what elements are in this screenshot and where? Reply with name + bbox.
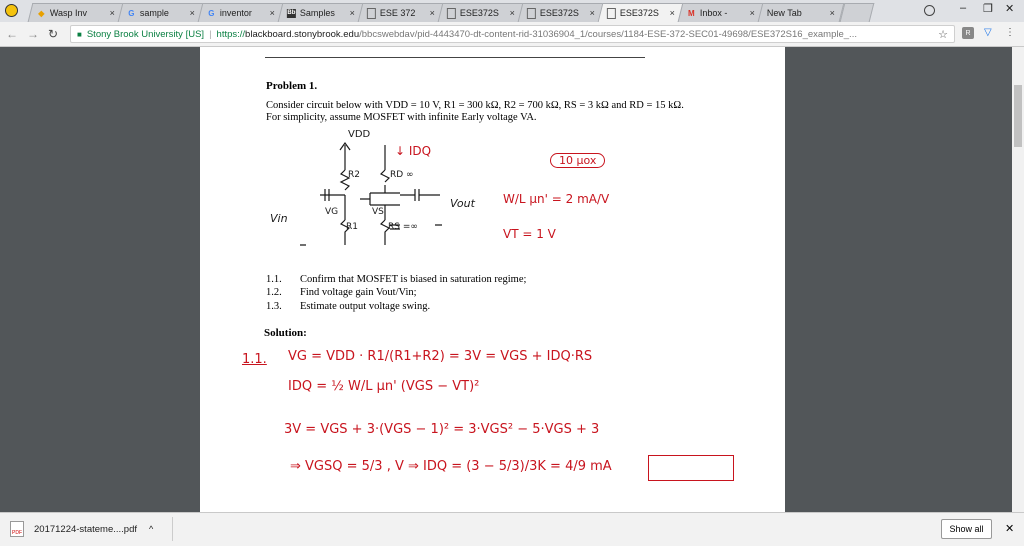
- document-icon: [367, 8, 376, 19]
- url-host: blackboard.stonybrook.edu: [245, 28, 360, 40]
- wasp-icon: ◆: [38, 8, 45, 18]
- downloads-divider: [172, 517, 173, 541]
- tab-google-sample[interactable]: G sample ×: [118, 3, 205, 22]
- close-window-button[interactable]: ✕: [1005, 3, 1015, 15]
- back-icon[interactable]: ←: [6, 27, 18, 41]
- r1-label: R1: [346, 222, 358, 232]
- vout-label: Vout: [450, 197, 475, 210]
- close-tab-icon[interactable]: ×: [269, 8, 275, 18]
- task-1-3-number: 1.3.: [266, 301, 282, 312]
- shield-icon[interactable]: ▽: [984, 27, 992, 38]
- new-tab-button[interactable]: [840, 3, 875, 22]
- forward-icon[interactable]: →: [27, 27, 39, 41]
- url-scheme: https://: [216, 28, 246, 40]
- rs-label: RS =∞: [388, 222, 418, 232]
- equation-idq: IDQ = ½ W/L μn' (VGS − VT)²: [288, 379, 480, 394]
- tab-new-tab[interactable]: New Tab ×: [758, 3, 845, 22]
- equation-result: ⇒ VGSQ = 5/3 , V ⇒ IDQ = (3 − 5/3)/3K = 4/9 mA: [290, 459, 612, 474]
- lock-icon: ■: [77, 29, 82, 39]
- close-downloads-bar-button[interactable]: ✕: [1005, 523, 1015, 535]
- close-tab-icon[interactable]: ×: [669, 8, 675, 18]
- close-tab-icon[interactable]: ×: [189, 8, 195, 18]
- download-filename: 20171224-stateme....pdf: [34, 523, 137, 535]
- bookmark-star-icon[interactable]: ☆: [938, 29, 948, 41]
- vs-label: VS: [372, 207, 384, 217]
- task-1-2-number: 1.2.: [266, 287, 282, 298]
- show-all-downloads-button[interactable]: Show all: [941, 519, 992, 539]
- vdd-label: VDD: [348, 129, 371, 140]
- solution-label: Solution:: [264, 327, 307, 339]
- blackboard-icon: Bb: [287, 10, 296, 16]
- close-tab-icon[interactable]: ×: [749, 8, 755, 18]
- document-icon: [527, 8, 536, 19]
- close-tab-icon[interactable]: ×: [429, 8, 435, 18]
- gmail-icon: M: [688, 8, 695, 18]
- task-1-1-number: 1.1.: [266, 274, 282, 285]
- equation-vg: VG = VDD · R1/(R1+R2) = 3V = VGS + IDQ·RS: [288, 349, 593, 364]
- param-vt: VT = 1 V: [503, 227, 556, 241]
- problem-statement-line1: Consider circuit below with VDD = 10 V, R1 = 300 kΩ, R2 = 700 kΩ, RS = 3 kΩ and RD = 15 kΩ.: [266, 100, 684, 111]
- site-identity[interactable]: Stony Brook University [US]: [86, 28, 205, 40]
- annotation-10uox: 10 μox: [550, 153, 605, 168]
- account-icon[interactable]: [924, 5, 935, 16]
- pdf-file-icon: PDF: [10, 521, 24, 537]
- equation-vgs-quadratic: 3V = VGS + 3·(VGS − 1)² = 3·VGS² − 5·VGS + 3: [284, 422, 600, 437]
- task-1-2-text: Find voltage gain Vout/Vin;: [300, 287, 417, 298]
- circuit-diagram: [260, 125, 520, 255]
- address-separator: |: [209, 28, 212, 40]
- chevron-up-icon[interactable]: ^: [149, 524, 154, 534]
- vertical-scrollbar[interactable]: [1012, 47, 1024, 512]
- download-item[interactable]: [10, 521, 153, 537]
- scrollbar-thumb[interactable]: [1014, 85, 1022, 147]
- problem-statement-line2: For simplicity, assume MOSFET with infinite Early voltage VA.: [266, 112, 537, 123]
- vin-label: Vin: [270, 212, 288, 225]
- task-1-3-text: Estimate output voltage swing.: [300, 301, 431, 312]
- r2-label: R2: [348, 170, 360, 180]
- param-w-l: W/L μn' = 2 mA/V: [503, 192, 610, 206]
- close-tab-icon[interactable]: ×: [349, 8, 355, 18]
- result-box: [648, 455, 734, 481]
- pdf-viewer: [0, 47, 1024, 512]
- tab-google-inventory[interactable]: G inventor ×: [198, 3, 285, 22]
- idq-label: ↓ IDQ: [395, 144, 432, 158]
- close-tab-icon[interactable]: ×: [589, 8, 595, 18]
- url-path: /bbcswebdav/pid-4443470-dt-content-rid-31036904_1/courses/1184-ESE-372-SEC01-49698/ESE372S16_example_...: [359, 28, 857, 40]
- document-icon: [607, 8, 616, 19]
- tab-ese372s-1[interactable]: ESE372S ×: [438, 3, 525, 22]
- toolbar: [0, 22, 1024, 47]
- task-1-1-text: Confirm that MOSFET is biased in saturation regime;: [300, 274, 527, 285]
- page-top-rule: [265, 57, 645, 58]
- pdf-page: [200, 47, 785, 512]
- menu-icon[interactable]: ⋮: [1005, 27, 1015, 38]
- downloads-bar: [0, 512, 1024, 546]
- close-tab-icon[interactable]: ×: [509, 8, 515, 18]
- vg-label: VG: [325, 207, 339, 217]
- document-icon: [447, 8, 456, 19]
- tab-inbox[interactable]: M Inbox - ×: [678, 3, 765, 22]
- solution-1-1-label: 1.1.: [242, 352, 267, 367]
- close-tab-icon[interactable]: ×: [109, 8, 115, 18]
- rd-label: RD ∞: [390, 170, 414, 180]
- tab-ese372s-2[interactable]: ESE372S ×: [518, 3, 605, 22]
- problem-title: Problem 1.: [266, 80, 318, 92]
- maximize-button[interactable]: ❐: [983, 3, 993, 15]
- profile-icon[interactable]: [5, 4, 18, 17]
- reload-icon[interactable]: ↻: [48, 27, 59, 41]
- tab-samples[interactable]: Bb Samples ×: [278, 3, 365, 22]
- tab-wasp[interactable]: ◆ Wasp Inv ×: [28, 3, 125, 22]
- tab-ese372s-active[interactable]: ESE372S ×: [598, 3, 685, 22]
- close-tab-icon[interactable]: ×: [829, 8, 835, 18]
- address-bar[interactable]: [70, 25, 955, 43]
- minimize-button[interactable]: –: [960, 2, 967, 14]
- google-icon: G: [208, 8, 215, 18]
- extension-icon[interactable]: R: [962, 27, 974, 39]
- google-icon: G: [128, 8, 135, 18]
- tab-strip: [0, 0, 1024, 22]
- tab-ese372[interactable]: ESE 372 ×: [358, 3, 445, 22]
